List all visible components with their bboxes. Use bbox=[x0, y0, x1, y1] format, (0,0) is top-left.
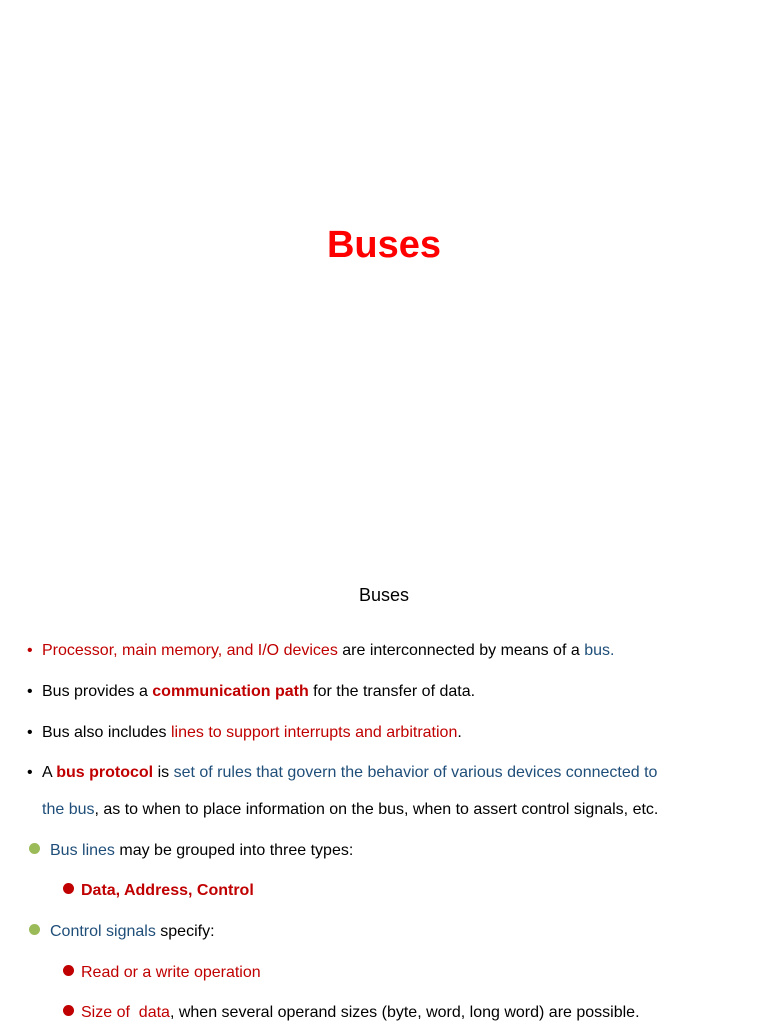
emphasis-text: Bus lines bbox=[50, 842, 115, 859]
slide-2-title: Buses bbox=[358, 585, 410, 605]
bullet-marker: • bbox=[27, 683, 33, 700]
green-bullet-icon bbox=[29, 924, 40, 935]
plain-text: A bbox=[42, 764, 57, 781]
plain-text: for the transfer of data. bbox=[308, 683, 476, 700]
sub-item-data-address-control bbox=[81, 880, 254, 902]
red-bullet-icon bbox=[63, 883, 74, 894]
section-bus-lines bbox=[50, 840, 353, 862]
bullet-marker: • bbox=[27, 764, 33, 781]
bullet-text-3 bbox=[42, 722, 462, 744]
sub-item-size-of-data bbox=[81, 1002, 640, 1024]
bullet-text-4-line-1 bbox=[42, 762, 657, 784]
bullet-marker: • bbox=[27, 642, 33, 659]
plain-text: Bus provides a bbox=[42, 683, 153, 700]
bullet-text-1 bbox=[42, 640, 614, 662]
bullet-marker: • bbox=[27, 724, 33, 741]
emphasis-text: the bus bbox=[42, 801, 95, 818]
emphasis-text: Control signals bbox=[50, 923, 156, 940]
emphasis-text: Data, Address, Control bbox=[81, 882, 254, 899]
section-control-signals bbox=[50, 921, 215, 943]
bullet-text-2 bbox=[42, 681, 475, 703]
emphasis-text: Read or a write operation bbox=[81, 964, 261, 981]
plain-text: , when several operand sizes (byte, word, long word) are possible. bbox=[169, 1004, 640, 1021]
emphasis-text: bus protocol bbox=[56, 764, 154, 781]
bullet-text-4-line-2 bbox=[42, 799, 658, 821]
emphasis-text: bus. bbox=[584, 642, 615, 659]
red-bullet-icon bbox=[63, 965, 74, 976]
plain-text: . bbox=[457, 724, 462, 741]
plain-text: specify: bbox=[155, 923, 215, 940]
emphasis-text: set of rules that govern the behavior of various devices connected to bbox=[173, 764, 658, 781]
emphasis-text: lines to support interrupts and arbitration bbox=[170, 724, 458, 741]
sub-item-read-write bbox=[81, 962, 261, 984]
emphasis-text: communication path bbox=[152, 683, 309, 700]
red-bullet-icon bbox=[63, 1005, 74, 1016]
plain-text: are interconnected by means of a bbox=[337, 642, 585, 659]
emphasis-text: Processor, main memory, and I/O devices bbox=[42, 642, 338, 659]
slide-1-title: Buses bbox=[326, 224, 442, 266]
emphasis-text: Size of data bbox=[81, 1004, 170, 1021]
plain-text: Bus also includes bbox=[42, 724, 171, 741]
plain-text: may be grouped into three types: bbox=[114, 842, 354, 859]
plain-text: is bbox=[153, 764, 174, 781]
plain-text: , as to when to place information on the bus, when to assert control signals, etc. bbox=[94, 801, 659, 818]
green-bullet-icon bbox=[29, 843, 40, 854]
